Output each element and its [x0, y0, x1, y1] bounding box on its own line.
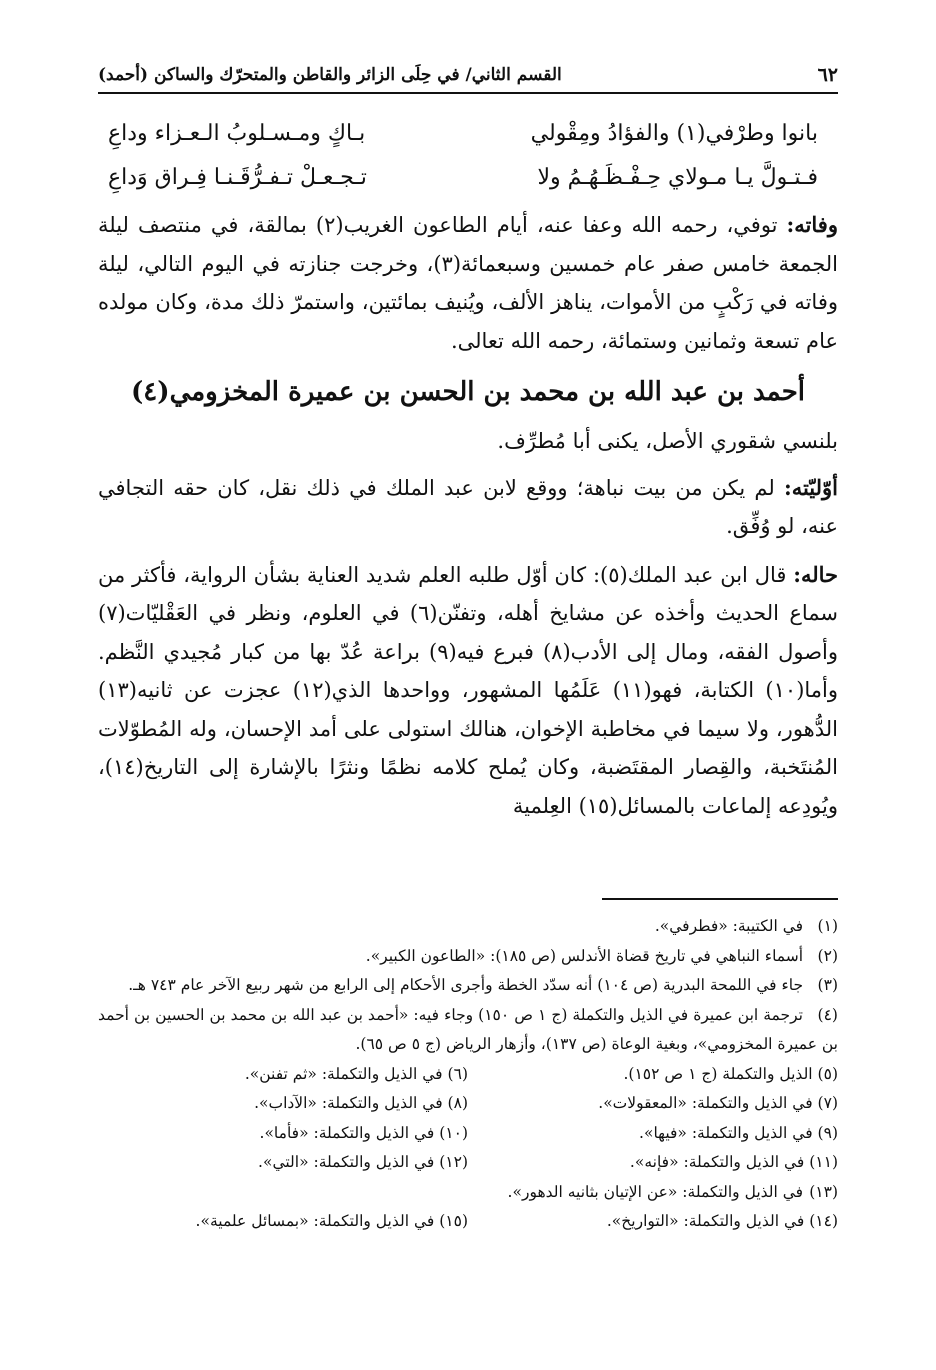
footnote-number: (٥) [817, 1064, 838, 1083]
state-paragraph [98, 556, 838, 826]
footnote [468, 1148, 838, 1178]
footnote-text: في الذيل والتكملة: «فأما». [259, 1123, 435, 1142]
awwaliyya-label: أوّليّته: [783, 474, 838, 500]
footnote [468, 1089, 838, 1119]
footnote-text: في الذيل والتكملة: «المعقولات». [598, 1094, 813, 1112]
footnote-text: في الذيل والتكملة: «التي». [258, 1153, 435, 1171]
footnote [98, 1148, 468, 1178]
footnote-row [98, 1207, 838, 1237]
footnote-row [98, 1089, 838, 1119]
footnote-text: في الذيل والتكملة: «ثم تفنن». [244, 1064, 443, 1083]
footnote-text: في الذيل والتكملة: «عن الإتيان بثانيه الدهور». [507, 1182, 804, 1201]
footnote [468, 1060, 838, 1090]
death-label: وفاته: [786, 212, 838, 237]
footnote-text: في الذيل والتكملة: «فإنه». [629, 1153, 805, 1171]
footnote-row [98, 1060, 838, 1090]
footnotes [98, 912, 838, 1237]
footnote-number: (٤) [817, 1005, 838, 1024]
footnote-number: (١٢) [439, 1153, 468, 1171]
state-text: قال ابن عبد الملك(٥): كان أوّل طلبه العلم شديد العناية بشأن الرواية، فأكثر من سماع الحديث وأخذه عن مشايخ أهله، وتفنّن(٦) في العلوم، ونظر في العَقْليّات(٧) وأصول الفقه، ومال إلى الأدب(٨) فبرع فيه(٩) براعة عُدّ بها من كبار مُجيدي النَّظم. وأما(١٠) الكتابة، فهو(١١) عَلَمُها المشهور، وواحدها الذي(١٢) عجزت عن ثانيه(١٣) الدُّهور، ولا سيما في مخاطبة الإخوان، هنالك استولى على أمد الإحسان، وله المُطوّلات المُنتَخبة، والقِصار المقتَضبة، وكان يُملح كلامه نظمًا ونثرًا بالإشارة إلى التاريخ(١٤)، ويُودِعه إلماعات بالمسائل(١٥) العِلمية [98, 562, 839, 818]
footnote-text: الذيل والتكملة (ج ١ ص ١٥٢). [623, 1064, 813, 1083]
awwaliyya-text: لم يكن من بيت نباهة؛ ووقع لابن عبد الملك في ذلك نقل، كان حقه التجافي عنه، لو وُفِّق. [98, 475, 838, 538]
footnote [98, 1207, 468, 1237]
footnote-text: في الذيل والتكملة: «التواريخ». [606, 1212, 805, 1230]
footnote [468, 1119, 838, 1149]
footnote-divider [602, 898, 838, 900]
verse-hemistich-right: بانوا وطرْفي(١) والفؤادُ ومِقْولي [530, 121, 818, 146]
running-title: القسم الثاني/ في حِلَى الزائر والقاطن والمتحرّك والساكن (أحمد) [98, 65, 562, 85]
footnote [98, 912, 838, 942]
footnote-number: (٣) [817, 976, 838, 994]
footnote [98, 971, 838, 1001]
page-number: ٦٢ [817, 64, 838, 86]
state-label: حاله: [793, 561, 838, 587]
footnote-text: في الذيل والتكملة: «فيها». [639, 1123, 813, 1142]
footnote [98, 1060, 468, 1090]
footnote-row [98, 1119, 838, 1149]
footnote-number: (١٤) [809, 1212, 838, 1230]
origin-paragraph: بلنسي شقوري الأصل، يكنى أبا مُطرِّف. [497, 429, 838, 453]
footnote [468, 1207, 838, 1237]
running-header [98, 58, 838, 94]
main-text [98, 112, 838, 825]
footnote [98, 1178, 838, 1208]
footnote-text: ترجمة ابن عميرة في الذيل والتكملة (ج ١ ص ١٥٠) وجاء فيه: «أحمد بن عبد الله بن محمد بن الحسين بن أحمد بن عميرة المخزومي»، وبغية الوعاة (ص ١٣٧)، وأزهار الرياض (ج ٥ ص ٦٥). [98, 1005, 838, 1053]
footnote-number: (١٥) [439, 1212, 468, 1230]
footnote [98, 1119, 468, 1149]
footnote-number: (١٠) [439, 1123, 468, 1142]
footnote-row [98, 1148, 838, 1178]
footnote-number: (٦) [447, 1064, 468, 1083]
death-paragraph [98, 206, 838, 360]
footnote-text: في الكتيبة: «فطرفي». [654, 917, 804, 935]
biography-title: أحمد بن عبد الله بن محمد بن الحسن بن عميرة المخزومي(٤) [130, 377, 805, 407]
footnote-number: (١) [817, 917, 838, 935]
footnote-text: جاء في اللمحة البدرية (ص ١٠٤) أنه سدّد الخطة وأجرى الأحكام إلى الرابع من شهر ربيع الآخر عام ٧٤٣ هـ. [128, 976, 804, 994]
footnote [98, 942, 838, 972]
footnote-number: (٨) [447, 1094, 468, 1112]
footnote-number: (١١) [809, 1153, 838, 1171]
footnote-number: (٧) [817, 1094, 838, 1112]
footnote-number: (٢) [817, 946, 838, 965]
verse-hemistich-left: بـاكٍ ومـسـلوبُ الـعـزاء وداعِ [108, 121, 366, 146]
death-text: توفي، رحمه الله وعفا عنه، أيام الطاعون الغريب(٢) بمالقة، في منتصف ليلة الجمعة خامس صفر عام خمسين وسبعمائة(٣)، وخرجت جنازته في اليوم التالي، ليلة وفاته في رَكْبٍ من الأموات، يناهز الألف، ويُنيف بمائتين، واستمرّ ذلك مدة، وكان مولده عام تسعة وثمانين وستمائة، رحمه الله تعالى. [98, 213, 838, 353]
footnote [98, 1089, 468, 1119]
footnote-text: في الذيل والتكملة: «بمسائل علمية». [195, 1212, 435, 1230]
verse-hemistich-left: تـجـعـلْ تـفـرُّقَـنـا فِـراق وَداعِ [108, 165, 367, 190]
verse-line [98, 112, 838, 156]
footnote-number: (١٣) [809, 1182, 838, 1201]
footnote-text: في الذيل والتكملة: «الآداب». [254, 1094, 443, 1112]
footnote [98, 1001, 838, 1060]
awwaliyya-paragraph [98, 469, 838, 546]
footnote-text: أسماء النباهي في تاريخ قضاة الأندلس (ص ١٨٥): «الطاعون الكبير». [365, 946, 804, 965]
verse-line [98, 156, 838, 200]
verse-hemistich-right: فـتـولَّ يـا مـولاي حِـفْـظَـهُـمُ ولا [537, 165, 818, 190]
footnote-number: (٩) [817, 1123, 838, 1142]
